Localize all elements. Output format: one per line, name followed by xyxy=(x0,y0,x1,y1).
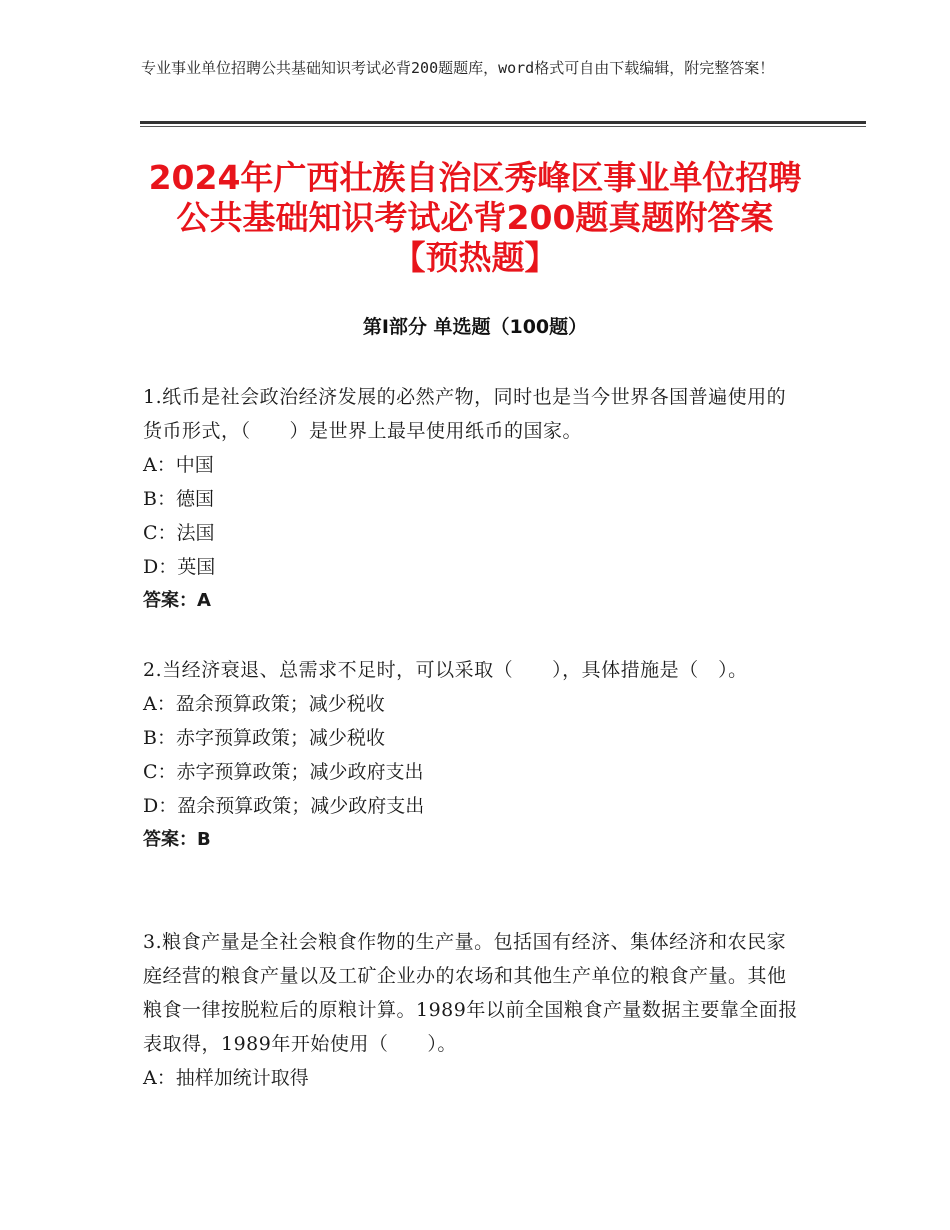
option-a: A：抽样加统计取得 xyxy=(143,1067,309,1089)
answer-line xyxy=(143,584,803,618)
option-d: D：盈余预算政策；减少政府支出 xyxy=(143,795,425,817)
question-3 xyxy=(143,925,803,1095)
answer-value: B xyxy=(197,829,211,850)
header-divider-thick xyxy=(140,121,866,124)
question-2 xyxy=(143,653,803,857)
title-line: 2024年广西壮族自治区秀峰区事业单位招聘 xyxy=(148,158,802,197)
header-divider-thin xyxy=(140,126,866,127)
header-note: 专业事业单位招聘公共基础知识考试必背200题题库，word格式可自由下载编辑，附完整答案！ xyxy=(141,59,775,77)
option-b: B：赤字预算政策；减少税收 xyxy=(143,727,385,749)
option-c: C：法国 xyxy=(143,522,215,544)
option-d: D：英国 xyxy=(143,556,216,578)
question-stem: 3.粮食产量是全社会粮食作物的生产量。包括国有经济、集体经济和农民家庭经营的粮食产量以及工矿企业办的农场和其他生产单位的粮食产量。其他粮食一律按脱粒后的原粮计算。1989年以前全国粮食产量数据主要靠全面报表取得，1989年开始使用（ ）。 xyxy=(143,931,798,1055)
document-title xyxy=(120,158,830,278)
option-c: C：赤字预算政策；减少政府支出 xyxy=(143,761,424,783)
question-stem: 2.当经济衰退、总需求不足时，可以采取（ ），具体措施是（ ）。 xyxy=(143,659,748,681)
question-stem: 1.纸币是社会政治经济发展的必然产物，同时也是当今世界各国普遍使用的货币形式，（ ）是世界上最早使用纸币的国家。 xyxy=(143,386,787,442)
answer-label: 答案： xyxy=(143,590,197,611)
option-a: A：盈余预算政策；减少税收 xyxy=(143,693,385,715)
title-line: 【预热题】 xyxy=(392,238,558,277)
title-line: 公共基础知识考试必背200题真题附答案 xyxy=(176,198,774,237)
question-1 xyxy=(143,380,803,618)
section-heading: 第Ⅰ部分 单选题（100题） xyxy=(362,316,588,338)
option-a: A：中国 xyxy=(143,454,214,476)
answer-label: 答案： xyxy=(143,829,197,850)
answer-value: A xyxy=(197,590,211,611)
answer-line xyxy=(143,823,803,857)
option-b: B：德国 xyxy=(143,488,214,510)
